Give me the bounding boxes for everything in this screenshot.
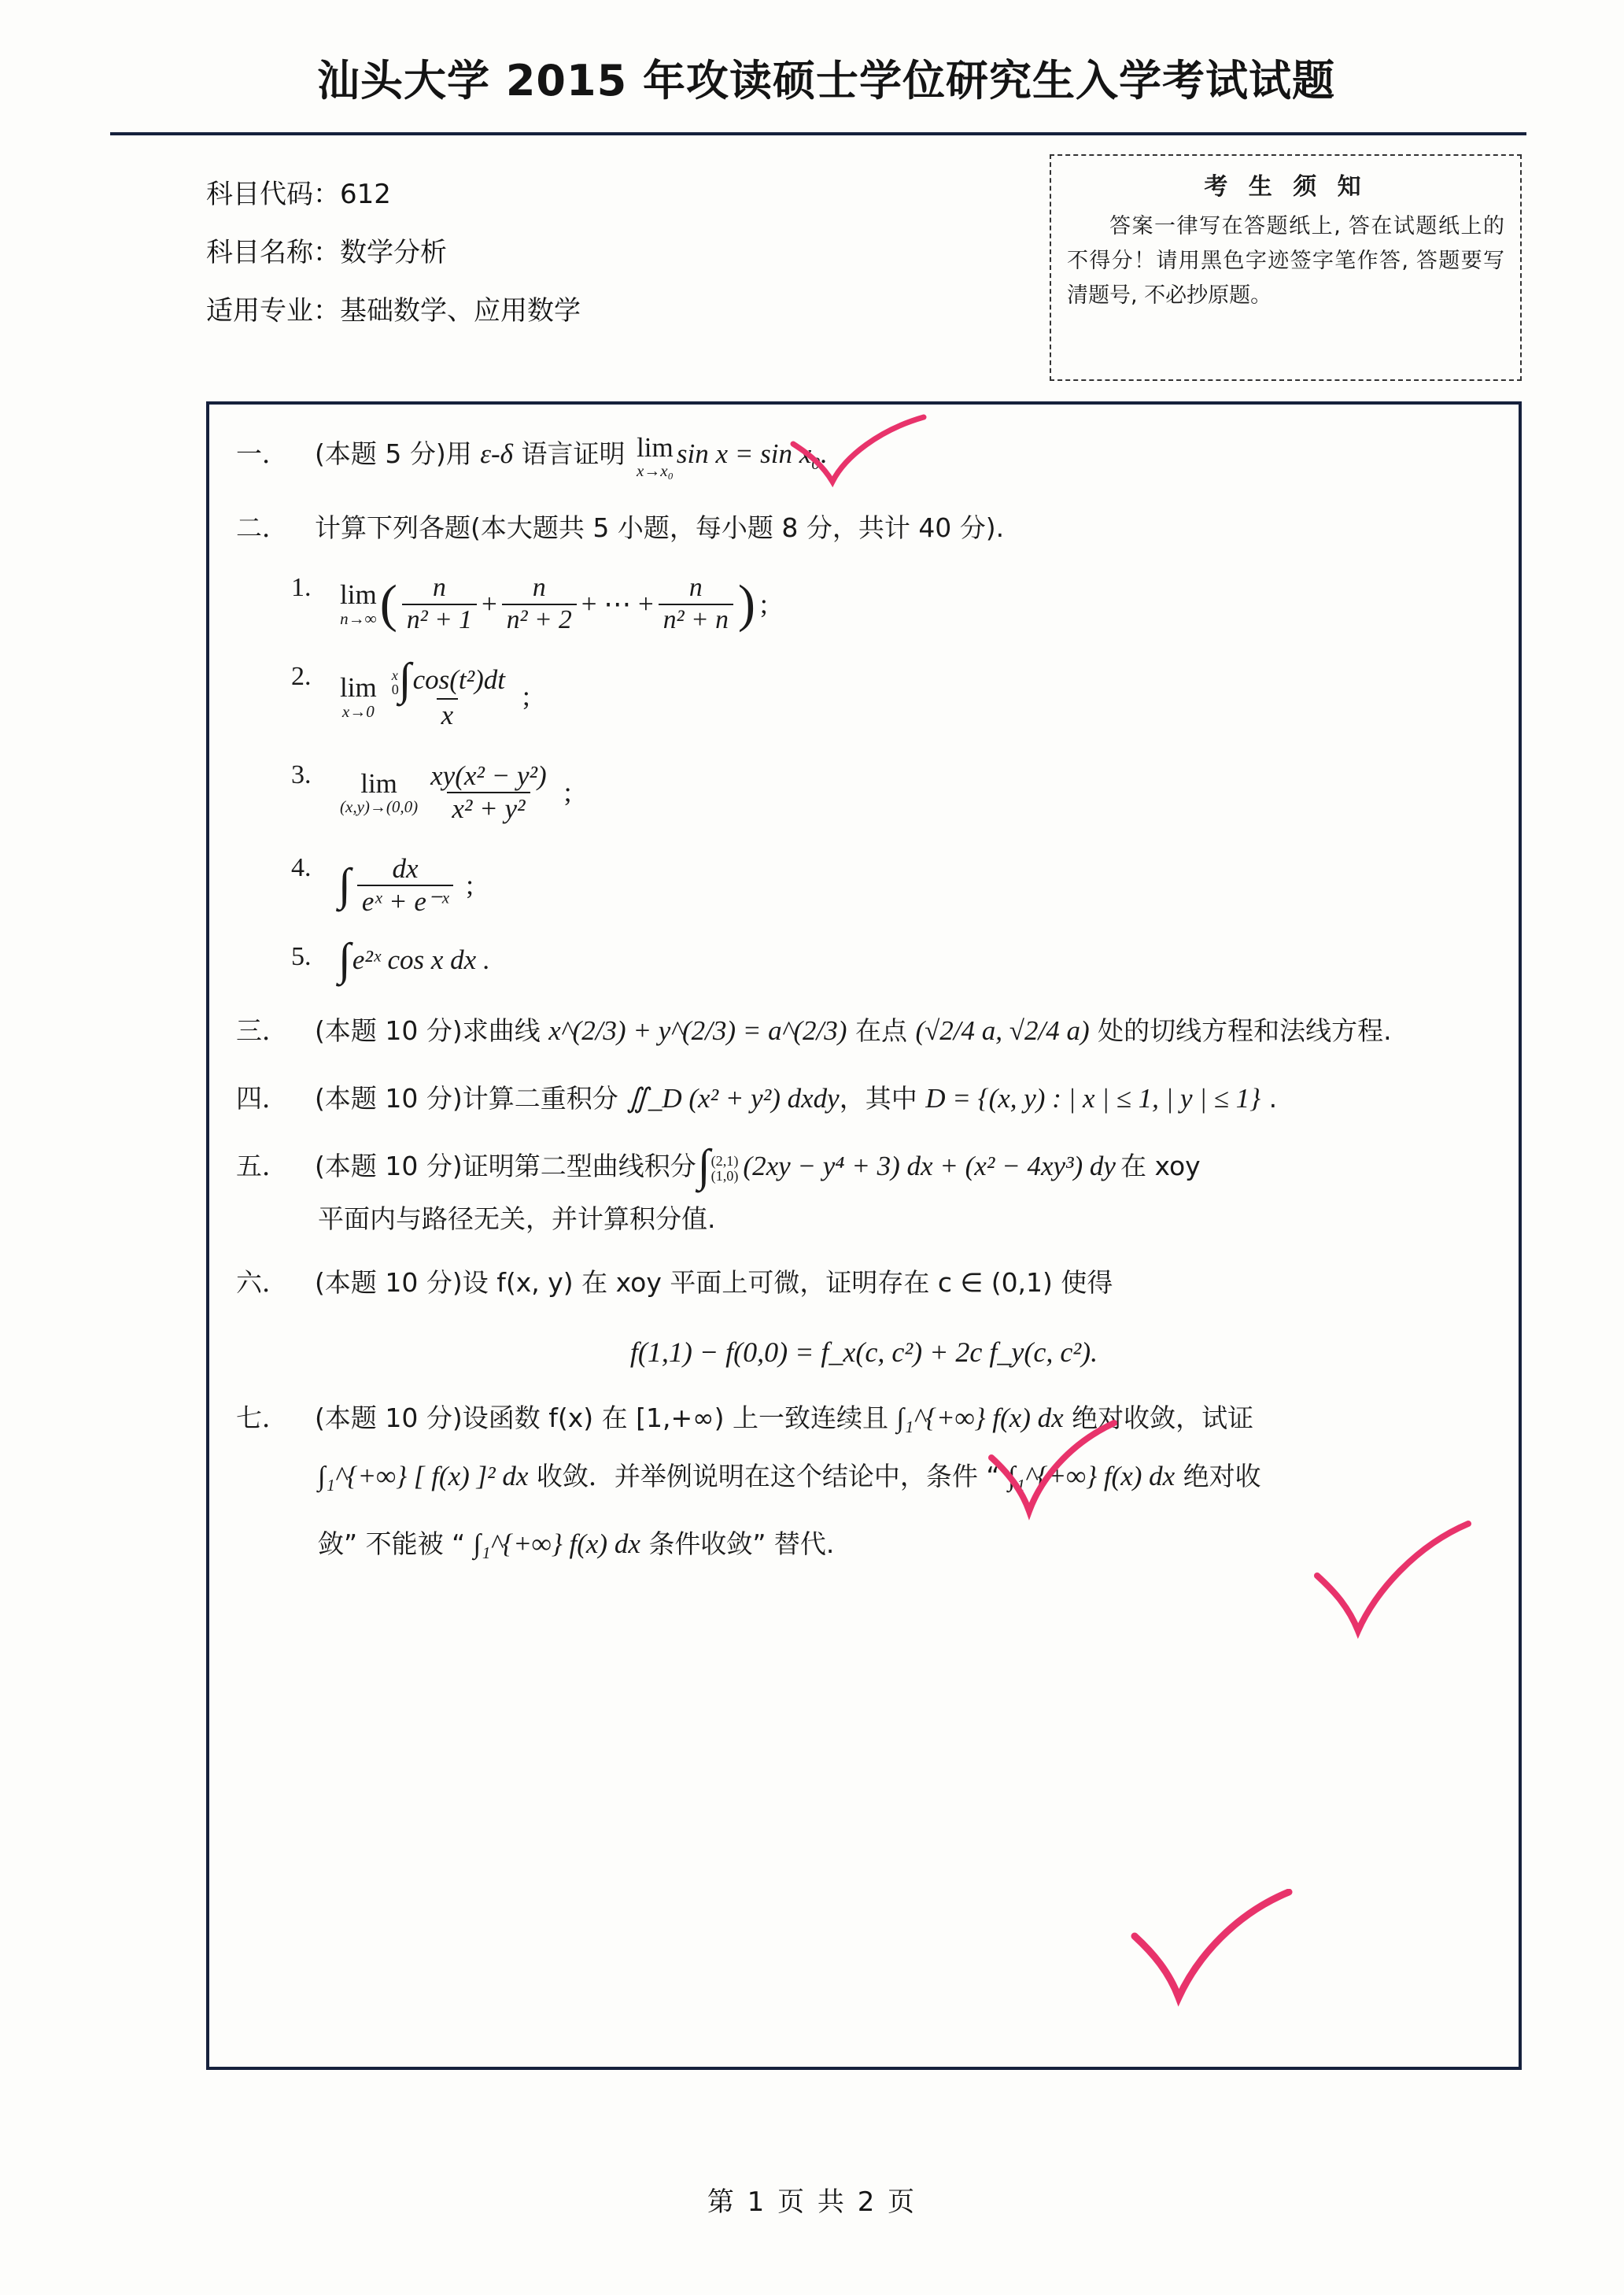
- candidate-notice-box: [1050, 154, 1522, 381]
- question-1: [236, 430, 1492, 488]
- question-2-item-4: [291, 853, 1492, 918]
- fraction-denominator: eˣ + e⁻ˣ: [357, 885, 453, 918]
- fraction-numerator: xy(x² − y²): [430, 759, 547, 791]
- question-2-item-5: [291, 934, 1492, 985]
- question-4-integral: ∬_D (x² + y²) dxdy: [626, 1082, 840, 1114]
- plus-1: +: [481, 588, 497, 619]
- question-5-integrand: (2xy − y⁴ + 3) dx + (x² − 4xy³) dy: [743, 1150, 1116, 1181]
- fraction-denominator: x: [437, 698, 459, 731]
- q2-2-fraction: [385, 655, 510, 731]
- fraction-numerator: n: [532, 573, 546, 602]
- question-5-integral: [697, 1140, 739, 1191]
- integral-icon: ∫: [697, 1140, 710, 1191]
- question-2-item-1-label: 1.: [291, 573, 312, 602]
- question-1-period: .: [820, 438, 827, 469]
- right-paren: ): [737, 575, 756, 634]
- subject-code: 科目代码：612: [206, 179, 391, 210]
- question-3-number: 三．: [236, 1014, 288, 1046]
- question-7-text-b: 绝对收敛，试证: [1063, 1402, 1254, 1433]
- question-5-score: (本题 10 分): [315, 1150, 463, 1181]
- question-7-line2-text: 收敛．并举例说明在这个结论中，条件 “: [528, 1460, 1008, 1491]
- q2-2-limit: [340, 674, 377, 720]
- q2-1-dots: + ⋯ +: [581, 588, 654, 619]
- fraction-denominator: x² + y²: [447, 792, 530, 825]
- notice-title: 考 生 须 知: [1204, 173, 1367, 201]
- question-2-number: 二．: [236, 512, 288, 543]
- question-2-item-5-label: 5.: [291, 941, 312, 971]
- integral-limits: [391, 667, 399, 698]
- question-4-domain: D = {(x, y) : | x | ≤ 1, | y | ≤ 1}: [925, 1082, 1261, 1114]
- fraction-denominator: n² + 1: [402, 604, 477, 636]
- limit-subscript: x→x₀: [636, 461, 674, 481]
- question-2: [236, 504, 1492, 552]
- left-paren: (: [379, 575, 397, 634]
- limit-operator: lim: [340, 672, 377, 704]
- fraction-denominator: n² + n: [659, 604, 733, 636]
- question-7-line-2: [318, 1443, 1492, 1510]
- subject-major: 适用专业：基础数学、应用数学: [206, 295, 581, 327]
- question-7-text-a: 设函数 f(x) 在 [1,+∞) 上一致连续且: [462, 1402, 897, 1433]
- question-7-number: 七．: [236, 1402, 288, 1433]
- page-footer: 第 1 页 共 2 页: [707, 2186, 917, 2218]
- question-6-text-a: 设 f(x, y) 在 xoy 平面上可微，证明存在 c ∈ (0,1) 使得: [462, 1266, 1113, 1298]
- q2-1-limit: [340, 581, 377, 627]
- question-2-item-2-label: 2.: [291, 662, 312, 692]
- notice-body: 答案一律写在答题纸上, 答在试题纸上的不得分！请用黑色字迹签字笔作答, 答题要写清题号, 不必抄原题。: [1067, 214, 1504, 308]
- q2-5-integral: [338, 934, 351, 985]
- integrand: cos(t²)dt: [412, 664, 506, 696]
- question-4-number: 四．: [236, 1082, 288, 1114]
- question-2-text: 计算下列各题(本大题共 5 小题，每小题 8 分，共计 40 分).: [315, 512, 1005, 543]
- question-7-integral-1: ∫₁^{+∞} f(x) dx: [896, 1402, 1064, 1433]
- question-4-text-a: 计算二重积分: [462, 1082, 627, 1114]
- q2-2-tail: ;: [522, 681, 530, 712]
- question-7-line3-b: 条件收敛” 替代.: [640, 1528, 835, 1559]
- question-3-text-c: 处的切线方程和法线方程.: [1089, 1014, 1392, 1046]
- limit-subscript: n→∞: [340, 608, 377, 628]
- question-6: [236, 1258, 1492, 1377]
- page-header: [118, 47, 1534, 108]
- question-7-line2-tail: 绝对收: [1175, 1460, 1261, 1491]
- page-title: 汕头大学 2015 年攻读硕士学位研究生入学考试试题: [317, 56, 1335, 105]
- q2-4-fraction: [357, 853, 453, 918]
- question-5-text-b: 在 xoy: [1120, 1150, 1201, 1181]
- question-6-equation: f(1,1) − f(0,0) = f_x(c, c²) + 2c f_y(c, c²).: [629, 1336, 1098, 1368]
- integral-lower: 0: [391, 682, 399, 698]
- question-4-text-c: .: [1260, 1082, 1278, 1114]
- fraction-numerator: n: [432, 573, 446, 602]
- question-3-score: (本题 10 分): [315, 1014, 463, 1046]
- question-3-point: (√2/4 a, √2/4 a): [915, 1014, 1090, 1046]
- question-2-item-3-label: 3.: [291, 759, 312, 789]
- question-1-score: (本题 5 分): [315, 438, 446, 469]
- question-4-text-b: ，其中: [839, 1082, 926, 1114]
- q2-3-fraction: [426, 760, 552, 826]
- question-3-text-b: 在点: [847, 1014, 916, 1046]
- limit-subscript: x→0: [341, 701, 375, 721]
- question-3: [236, 1007, 1492, 1055]
- question-2-item-1: [291, 573, 1492, 635]
- limit-operator: lim: [340, 579, 377, 611]
- question-7-score: (本题 10 分): [315, 1402, 463, 1433]
- question-4: [236, 1074, 1492, 1123]
- limit-operator: lim: [637, 431, 674, 463]
- limit-operator: lim: [360, 767, 397, 799]
- question-5-number: 五．: [236, 1150, 288, 1181]
- fraction-numerator: dx: [392, 853, 419, 885]
- q2-1-term-3: [659, 573, 733, 635]
- question-1-number: 一．: [236, 438, 288, 469]
- integral-upper: x: [391, 667, 398, 683]
- integral-icon: ∫: [338, 934, 351, 985]
- subject-info: [206, 165, 914, 340]
- integral-limits: [710, 1153, 739, 1184]
- question-5: [236, 1142, 1492, 1247]
- q2-1-tail: ;: [760, 588, 768, 619]
- question-1-epsilon-delta: ε-δ: [480, 438, 513, 469]
- integral-icon: ∫: [398, 655, 412, 705]
- integral-lower: (1,0): [710, 1167, 739, 1184]
- q2-4-integral: [338, 860, 351, 911]
- question-2-item-2: [291, 655, 1492, 731]
- question-5-text-a: 证明第二型曲线积分: [462, 1150, 696, 1181]
- question-4-score: (本题 10 分): [315, 1082, 463, 1114]
- subject-name: 科目名称：数学分析: [206, 237, 447, 268]
- question-3-curve: x^(2/3) + y^(2/3) = a^(2/3): [548, 1014, 847, 1046]
- question-7-line2-integral-2: ∫₁^{+∞} f(x) dx: [1008, 1460, 1176, 1491]
- question-2-item-3: [291, 760, 1492, 826]
- fraction-numerator: [385, 655, 510, 705]
- question-1-expression: sin x = sin x: [676, 438, 812, 469]
- q2-5-tail: .: [482, 944, 489, 975]
- question-1-text-b: 语言证明: [512, 438, 633, 469]
- question-7-line2-integral: ∫₁^{+∞} [ f(x) ]² dx: [318, 1460, 529, 1491]
- question-6-number: 六．: [236, 1266, 288, 1298]
- question-1-expression-sub: 0: [811, 454, 821, 473]
- integral-upper: (2,1): [710, 1153, 739, 1170]
- question-7-line3-integral: ∫₁^{+∞} f(x) dx: [473, 1528, 640, 1559]
- question-5-line-2: 平面内与路径无关，并计算积分值.: [318, 1203, 716, 1234]
- question-1-text-a: 用: [445, 438, 481, 469]
- question-7-line3-a: 敛” 不能被 “: [318, 1528, 474, 1559]
- question-7: [236, 1394, 1492, 1578]
- question-6-score: (本题 10 分): [315, 1266, 463, 1298]
- fraction-numerator: n: [688, 573, 703, 602]
- exam-questions-frame: [206, 401, 1522, 2070]
- q2-3-tail: ;: [563, 776, 572, 808]
- q2-5-integrand: e²ˣ cos x dx: [352, 944, 477, 975]
- fraction-denominator: n² + 2: [502, 604, 577, 636]
- question-2-item-4-label: 4.: [291, 853, 312, 883]
- integral-icon: ∫: [338, 860, 351, 911]
- integral-sign-group: [391, 655, 412, 705]
- q2-1-term-1: [402, 573, 477, 635]
- q2-1-term-2: [502, 573, 577, 635]
- question-3-text-a: 求曲线: [462, 1014, 549, 1046]
- header-divider: [110, 132, 1526, 135]
- q2-3-limit: [340, 767, 419, 817]
- limit-subscript: (x,y)→(0,0): [340, 797, 419, 817]
- question-7-line-3: [318, 1510, 1492, 1578]
- question-1-limit: [636, 431, 674, 481]
- q2-4-tail: ;: [466, 870, 474, 901]
